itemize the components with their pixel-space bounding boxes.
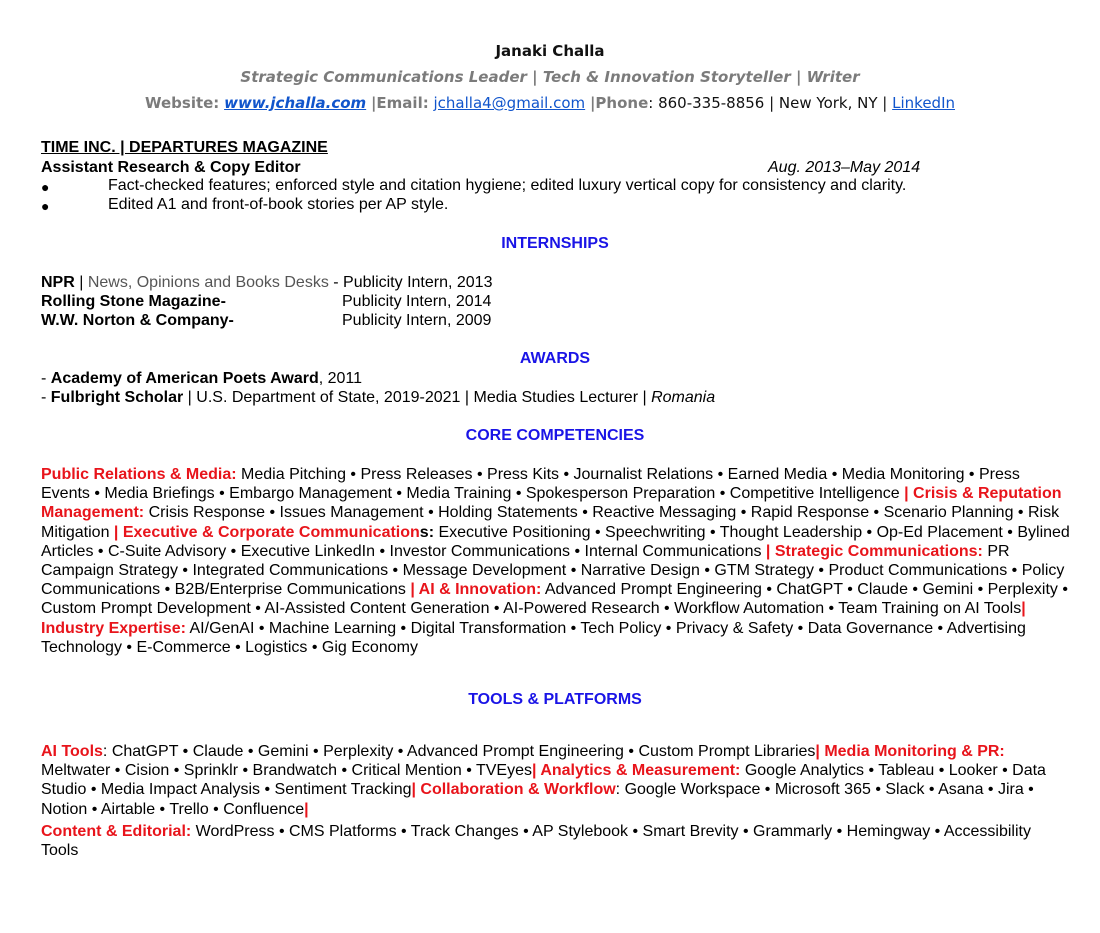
competency-text: AI/GenAI • Machine Learning • Digital Transformation • Tech Policy • Privacy & Safety • Data Governance • Advertising Technology • E-Commerce • Logistics • Gig Economy [41, 619, 1026, 656]
competency-text: Media Pitching • Press Releases • Press Kits • Journalist Relations • Earned Media • Media Monitoring • Press Events • Media Briefings • Embargo Management • Media Training • Spokesperson Preparation • Competitive Intelligence [41, 466, 1020, 503]
competency-text: Crisis Response • Issues Management • Holding Statements • Reactive Messaging • Rapid Response • Scenario Planning • Risk Mitigation [41, 504, 1060, 541]
phone-label: |Phone [589, 94, 649, 112]
award-prefix: - [41, 389, 51, 406]
competency-label: Public Relations & Media: [41, 466, 237, 483]
experience-bullet: Edited A1 and front-of-book stories per AP style. [108, 196, 449, 213]
candidate-name: Janaki Challa [495, 42, 605, 60]
internship-npr [41, 273, 492, 292]
tool-text: Google Analytics • Tableau • Looker • Data Studio • Media Impact Analysis • Sentiment Tracking [41, 762, 1046, 799]
tool-label: AI Tools [41, 743, 103, 760]
tool-label: | Collaboration & Workflow [411, 781, 616, 799]
separator: | [74, 274, 88, 291]
competency-text: PR Campaign Strategy • Integrated Communications • Message Development • Narrative Design • GTM Strategy • Product Communications • Policy Communications • B2B/Enterprise Communications [41, 542, 1065, 599]
internship-role: Publicity Intern, 2009 [342, 312, 492, 329]
tools-paragraph [41, 742, 1071, 819]
internship-org: NPR [41, 274, 75, 291]
competency-text: Executive Positioning • Speechwriting • Thought Leadership • Op-Ed Placement • Bylined Articles • C-Suite Advisory • Executive LinkedIn • Investor Communications • Internal Communications [41, 523, 1070, 560]
internship-org: Rolling Stone Magazine- [41, 293, 226, 310]
competency-label: | Industry Expertise: [41, 600, 1026, 637]
email-link[interactable]: jchalla4@gmail.com [433, 94, 586, 112]
award-item [41, 388, 715, 407]
linkedin-link[interactable]: LinkedIn [892, 94, 956, 112]
bullet-icon: ● [41, 198, 50, 214]
tools-paragraph-content [41, 822, 1071, 860]
awards-heading: AWARDS [519, 350, 591, 367]
competency-label: | AI & Innovation: [410, 581, 542, 599]
competency-label-tail: s: [419, 523, 435, 541]
tool-text: : Google Workspace • Microsoft 365 • Slack • Asana • Jira • Notion • Airtable • Trello • Confluence [41, 781, 1034, 818]
internship-org: W.W. Norton & Company- [41, 312, 234, 329]
tools-heading: TOOLS & PLATFORMS [468, 691, 642, 708]
internship-role: - Publicity Intern, 2013 [328, 274, 493, 291]
internship-role: Publicity Intern, 2014 [342, 293, 492, 310]
competency-label: | Crisis & Reputation Management: [41, 485, 1062, 522]
tool-text: Meltwater • Cision • Sprinklr • Brandwatch • Critical Mention • TVEyes [41, 762, 532, 780]
award-detail: | U.S. Department of State, 2019-2021 | Media Studies Lecturer | [183, 389, 652, 406]
competency-text: Advanced Prompt Engineering • ChatGPT • Claude • Gemini • Perplexity • Custom Prompt Development • AI-Assisted Content Generation • AI-Powered Research • Workflow Automation • Team Training on AI Tools [41, 581, 1068, 618]
job-dates: Aug. 2013–May 2014 [768, 159, 921, 176]
website-link[interactable]: www.jchalla.com [224, 94, 367, 112]
internship-desks: News, Opinions and Books Desks [87, 274, 329, 291]
experience-bullet: Fact-checked features; enforced style and citation hygiene; edited luxury vertical copy for consistency and clarity. [108, 177, 907, 194]
job-role: Assistant Research & Copy Editor [41, 159, 301, 176]
award-detail: , 2011 [318, 370, 363, 387]
website-label: Website: [144, 94, 220, 112]
tool-text: WordPress • CMS Platforms • Track Changes • AP Stylebook • Smart Brevity • Grammarly • Hemingway • Accessibility Tools [41, 823, 1031, 860]
award-name: Academy of American Poets Award [50, 370, 319, 387]
award-item [41, 369, 362, 388]
bullet-icon: ● [41, 179, 50, 195]
award-name: Fulbright Scholar [50, 389, 184, 406]
tool-separator: | [304, 800, 309, 818]
tool-text: : ChatGPT • Claude • Gemini • Perplexity • Advanced Prompt Engineering • Custom Prompt Libraries [102, 743, 816, 760]
company-name: TIME INC. | DEPARTURES MAGAZINE [41, 139, 328, 156]
award-prefix: - [41, 370, 51, 387]
award-place: Romania [651, 389, 716, 406]
contact-line [0, 94, 1100, 112]
competencies-heading: CORE COMPETENCIES [465, 427, 645, 444]
tool-label: | Analytics & Measurement: [531, 762, 741, 780]
internships-heading: INTERNSHIPS [501, 235, 609, 252]
phone-location: : 860-335-8856 | New York, NY | [648, 94, 888, 112]
competency-label: | Strategic Communications: [765, 542, 983, 560]
tool-label: Content & Editorial: [41, 823, 192, 840]
candidate-tagline: Strategic Communications Leader | Tech & Innovation Storyteller | Writer [240, 68, 860, 86]
competencies-paragraph [41, 465, 1071, 657]
email-label: |Email: [370, 94, 429, 112]
tool-label: | Media Monitoring & PR: [815, 743, 1005, 760]
competency-label: | Executive & Corporate Communication [113, 523, 420, 541]
